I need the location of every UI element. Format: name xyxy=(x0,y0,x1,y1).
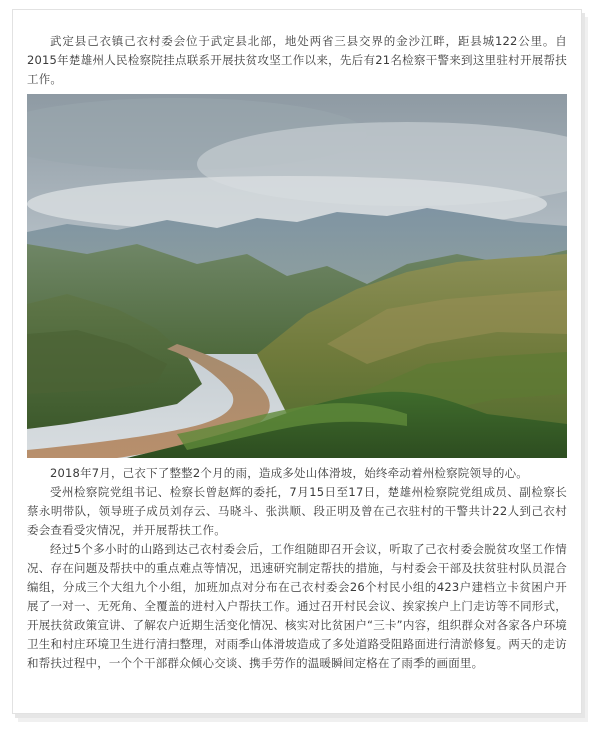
article-card xyxy=(12,9,582,714)
article-body xyxy=(27,464,567,673)
article-paragraph-intro: 武定县己衣镇己衣村委会位于武定县北部，地处两省三县交界的金沙江畔，距县城122公里。自2015年楚雄州人民检察院挂点联系开展扶贫攻坚工作以来，先后有21名检察干警来到这里驻村开展帮扶工作。 xyxy=(27,34,567,86)
article-paragraph-delegation: 受州检察院党组书记、检察长曾赵辉的委托，7月15日至17日，楚雄州检察院党组成员、副检察长蔡永明带队，领导班子成员刘存云、马晓斗、张洪顺、段正明及曾在己衣驻村的干警共计22人到己衣村委会查看受灾情况，并开展帮扶工作。 xyxy=(27,485,567,537)
article-paragraph-rain: 2018年7月，己衣下了整整2个月的雨，造成多处山体滑坡，始终牵动着州检察院领导的心。 xyxy=(50,466,528,480)
valley-photo xyxy=(27,94,567,458)
mountain-river-landscape xyxy=(27,94,567,458)
article-paragraph-work: 经过5个多小时的山路到达己衣村委会后，工作组随即召开会议，听取了己衣村委会脱贫攻坚工作情况、存在问题及帮扶中的重点难点等情况，迅速研究制定帮扶的措施，与村委会干部及扶贫驻村队员混合编组，分成三个大组九个小组，加班加点对分布在己衣村委会26个村民小组的423户建档立卡贫困户开展了一对一、无死角、全覆盖的进村入户帮扶工作。通过召开村民会议、挨家挨户上门走访等不同形式，开展扶贫政策宣讲、了解农户近期生活变化情况、核实对比贫困户“三卡”内容，组织群众对各家各户环境卫生和村庄环境卫生进行清扫整理，对雨季山体滑坡造成了多处道路受阻路面进行清淤修复。两天的走访和帮扶过程中，一个个干部群众倾心交谈、携手劳作的温暖瞬间定格在了雨季的画面里。 xyxy=(27,542,567,670)
